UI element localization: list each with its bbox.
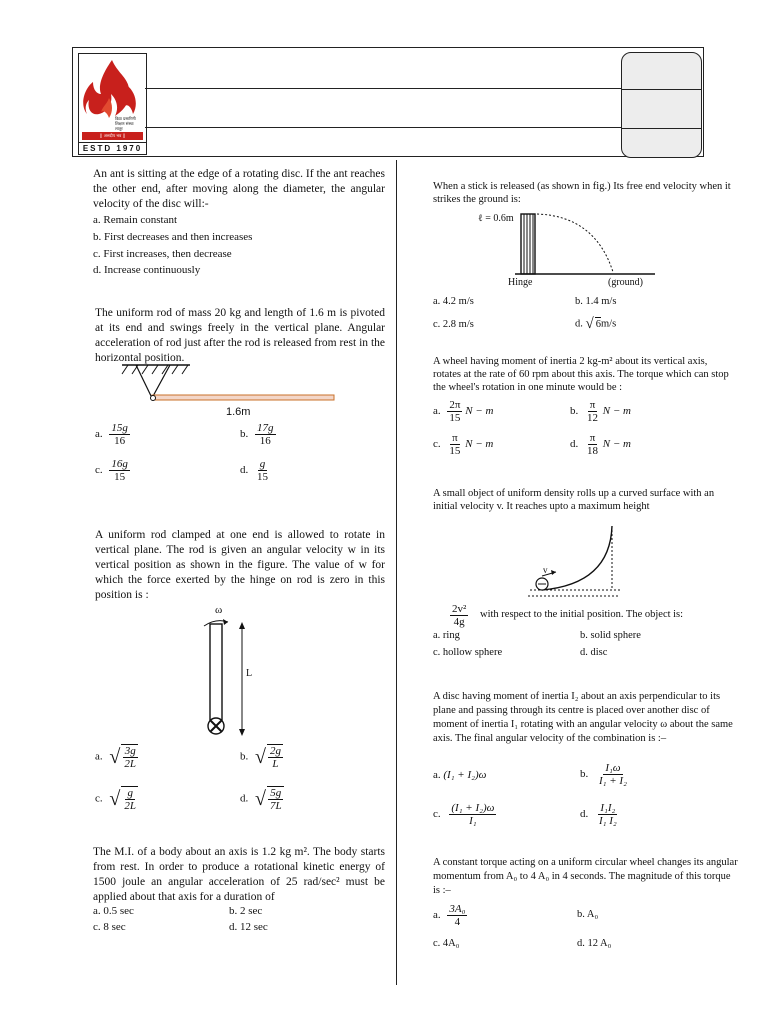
numerator: π <box>589 399 596 411</box>
option-label: c. <box>95 792 103 805</box>
header-frame <box>72 47 704 157</box>
expression: 4A₀ <box>442 938 460 949</box>
header-badge <box>621 52 702 158</box>
option-label: a. <box>95 750 103 763</box>
question-9: A constant torque acting on a uniform circular wheel changes its angular momentum from A₀ to 4 A₀ in 4 seconds. The magnitude of this torque is :– <box>433 857 738 896</box>
unit: N − m <box>465 405 494 418</box>
numerator: 16g <box>111 458 128 470</box>
sqrt: √ $\frac{g}{2L}$ <box>109 787 136 812</box>
option-label: c. <box>433 938 441 949</box>
q5-option-c[interactable]: c. 2.8 m/s <box>433 319 474 330</box>
option-label: b. <box>570 405 579 418</box>
numerator: 17g <box>257 422 274 434</box>
q4-option-b[interactable]: b. 2 sec <box>229 905 263 917</box>
option-label: a. <box>95 428 103 441</box>
numerator: π <box>452 432 458 444</box>
question-8: A disc having moment of inertia I₂ about an axis perpendicular to its plane and passing through its centre is placed over another disc of moment of inertia I₁ rotating with an angular velocity ω about the same axis. The final angular velocity of the combination is :– <box>433 691 733 744</box>
question-2: The uniform rod of mass 20 kg and length of 1.6 m is pivoted at its end and swings freely in the vertical plane. Angular acceleration of rod just after the rod is released from rest in the horizontal position. <box>95 307 385 364</box>
q9-option-b[interactable] <box>577 908 598 922</box>
unit: m/s <box>600 318 617 330</box>
fraction <box>597 802 619 827</box>
denominator: 2L <box>124 800 136 812</box>
logo-line: शिक्षण संस्था <box>115 121 134 126</box>
expression: (I₁ + I₂)ω <box>443 769 487 781</box>
q5-option-a[interactable]: a. 4.2 m/s <box>433 296 474 307</box>
numerator: 5g <box>270 787 282 799</box>
option-label: b. <box>580 768 589 781</box>
q6-option-d[interactable] <box>570 432 631 457</box>
q7-height-expression <box>450 603 468 628</box>
option-label: c. <box>95 464 103 477</box>
fraction <box>449 802 496 827</box>
question-3: A uniform rod clamped at one end is allowed to rotate in vertical plane. The rod is given an angular velocity w in its vertical position as shown in the figure. The value of w for which the force exerted by the hinge on rod is zero in this position is : <box>95 529 385 601</box>
logo-line: लातूर <box>115 126 123 131</box>
option-label: b. <box>240 428 249 441</box>
option-label: d. <box>580 808 589 821</box>
q7-option-b[interactable]: b. solid sphere <box>580 630 641 641</box>
fraction <box>585 432 600 457</box>
numerator: (I₁ + I₂)ω <box>451 802 495 814</box>
q3-option-c[interactable] <box>95 786 138 812</box>
q7-option-d[interactable]: d. disc <box>580 647 608 658</box>
q8-option-a[interactable] <box>433 768 486 782</box>
column-divider <box>396 160 397 985</box>
logo-text <box>115 116 145 131</box>
question-7: A small object of uniform density rolls up a curved surface with an initial velocity v. It reaches upto a maximum height <box>433 488 715 512</box>
denominator: 15 <box>257 471 268 483</box>
numerator: 3g <box>124 745 136 757</box>
expression: 12 A₀ <box>587 938 612 949</box>
logo-line: विद्या प्रसारिणी <box>115 116 136 121</box>
q7-option-a[interactable]: a. ring <box>433 630 460 641</box>
option-label: b. <box>577 909 585 920</box>
denominator: I₁ <box>469 815 477 827</box>
denominator: 4g <box>453 616 465 628</box>
numerator: 15g <box>111 422 128 434</box>
q6-option-a[interactable] <box>433 399 493 424</box>
q3-option-a[interactable] <box>95 744 138 770</box>
denominator: 15 <box>449 412 461 424</box>
fraction <box>585 399 600 424</box>
q9-option-c[interactable] <box>433 937 459 951</box>
q4-option-a[interactable]: a. 0.5 sec <box>93 905 134 917</box>
numerator: π <box>589 432 596 444</box>
option-label: b. <box>240 750 249 763</box>
option-label: d. <box>570 438 579 451</box>
denominator: L <box>272 758 279 770</box>
omega-label: ω <box>215 604 223 616</box>
q5-option-b[interactable]: b. 1.4 m/s <box>575 296 617 307</box>
curved-surface-figure <box>520 522 640 612</box>
option-label: d. <box>240 464 249 477</box>
q3-option-d[interactable] <box>240 786 284 812</box>
logo-box <box>78 53 147 155</box>
denominator: 15 <box>114 471 126 483</box>
rod-pivot-figure <box>118 362 338 412</box>
numerator: I₁ω <box>605 762 621 774</box>
option-label: a. <box>433 909 441 922</box>
radicand: 6 <box>595 318 601 330</box>
option-label: c. <box>433 808 441 821</box>
expression: A₀ <box>586 909 599 920</box>
denominator: 18 <box>587 445 598 457</box>
option-label: d. <box>240 792 249 805</box>
q1-option-a[interactable]: a. Remain constant <box>93 214 178 226</box>
denominator: 12 <box>587 412 598 424</box>
q8-option-d[interactable] <box>580 802 619 827</box>
q4-option-c[interactable]: c. 8 sec <box>93 921 126 933</box>
sqrt: √ $\frac{3g}{2L}$ <box>109 745 136 770</box>
unit: N − m <box>465 438 494 451</box>
q2-option-d[interactable] <box>240 458 270 483</box>
header-line-top <box>145 88 621 89</box>
q5-option-d[interactable] <box>575 314 616 334</box>
numerator: 2v² <box>452 603 467 615</box>
hinge-label: Hinge <box>508 277 533 288</box>
denominator: 7L <box>269 800 282 812</box>
q4-option-d[interactable]: d. 12 sec <box>229 921 268 933</box>
q3-option-b[interactable] <box>240 744 283 770</box>
numerator: 2π <box>449 399 461 411</box>
numerator: g <box>127 787 133 799</box>
denominator: 15 <box>449 445 461 457</box>
option-label: a. <box>433 405 441 418</box>
question-1: An ant is sitting at the edge of a rotating disc. If the ant reaches the other end, after moving along the diameter, the angular velocity of the disc will:- <box>93 168 385 210</box>
rod-length-label: 1.6m <box>226 406 251 418</box>
fraction <box>255 458 270 483</box>
option-label: d. <box>575 318 583 330</box>
fraction <box>597 762 629 787</box>
q6-option-b[interactable] <box>570 399 631 424</box>
q7-option-c[interactable]: c. hollow sphere <box>433 647 503 658</box>
unit: N − m <box>602 438 631 451</box>
fraction <box>450 603 468 628</box>
velocity-v-label: v <box>543 565 548 575</box>
ground-label: (ground) <box>608 277 643 288</box>
q1-option-b[interactable]: b. First decreases and then increases <box>93 231 253 243</box>
numerator: g <box>259 458 266 470</box>
q2-option-a[interactable] <box>95 422 130 447</box>
q6-option-c[interactable] <box>433 432 493 457</box>
stick-length-label: ℓ = 0.6m <box>478 213 514 224</box>
option-label: d. <box>577 938 585 949</box>
denominator: I₁ I₂ <box>599 815 617 827</box>
denominator: 2L <box>124 758 136 770</box>
header-line-bottom <box>145 127 621 128</box>
denominator: I₁ + I₂ <box>599 775 627 787</box>
numerator: I₁I₂ <box>600 802 616 814</box>
numerator: 2g <box>269 745 281 757</box>
option-label: c. <box>433 438 441 451</box>
q2-option-c[interactable] <box>95 458 130 483</box>
sqrt: √ $\frac{5g}{7L}$ <box>255 787 282 812</box>
question-4: The M.I. of a body about an axis is 1.2 kg m². The body starts from rest. In order to produce a rotational kinetic energy of 1500 joule an angular acceleration of 25 rad/sec² must be applied about that axis for a duration of <box>93 846 385 903</box>
logo-motto-band: || अत्तदीप भव || <box>82 132 143 140</box>
question-6: A wheel having moment of inertia 2 kg-m² about its vertical axis, rotates at the rate of 60 rpm about this axis. The torque which can stop the wheel's rotation in one minute would be : <box>433 356 729 393</box>
fraction <box>109 458 130 483</box>
unit: N − m <box>602 405 631 418</box>
denominator: 16 <box>114 435 126 447</box>
fraction <box>447 432 462 457</box>
q2-option-b[interactable] <box>240 422 276 447</box>
numerator: 3A₀ <box>449 903 466 915</box>
fraction <box>447 399 462 424</box>
q9-option-a[interactable] <box>433 903 467 928</box>
q8-option-c[interactable] <box>433 802 496 827</box>
option-label: a. <box>433 769 441 781</box>
denominator: 4 <box>454 916 461 928</box>
estd-label: ESTD 1970 <box>79 142 146 155</box>
question-7-continued: with respect to the initial position. The object is: <box>480 609 684 620</box>
q1-option-c[interactable]: c. First increases, then decrease <box>93 248 232 260</box>
fraction <box>447 903 467 928</box>
denominator: 16 <box>259 435 271 447</box>
fraction <box>109 422 130 447</box>
length-L-label: L <box>246 668 253 679</box>
q8-option-b[interactable] <box>580 762 629 787</box>
sqrt: √ $\frac{2g}{L}$ <box>255 745 281 770</box>
question-5: When a stick is released (as shown in fig.) Its free end velocity when it strikes the ground is: <box>433 181 731 205</box>
fraction <box>255 422 276 447</box>
sqrt: √ 6 <box>585 316 601 332</box>
vertical-rod-figure <box>198 616 258 746</box>
q1-option-d[interactable]: d. Increase continuously <box>93 264 201 276</box>
q9-option-d[interactable] <box>577 937 611 951</box>
